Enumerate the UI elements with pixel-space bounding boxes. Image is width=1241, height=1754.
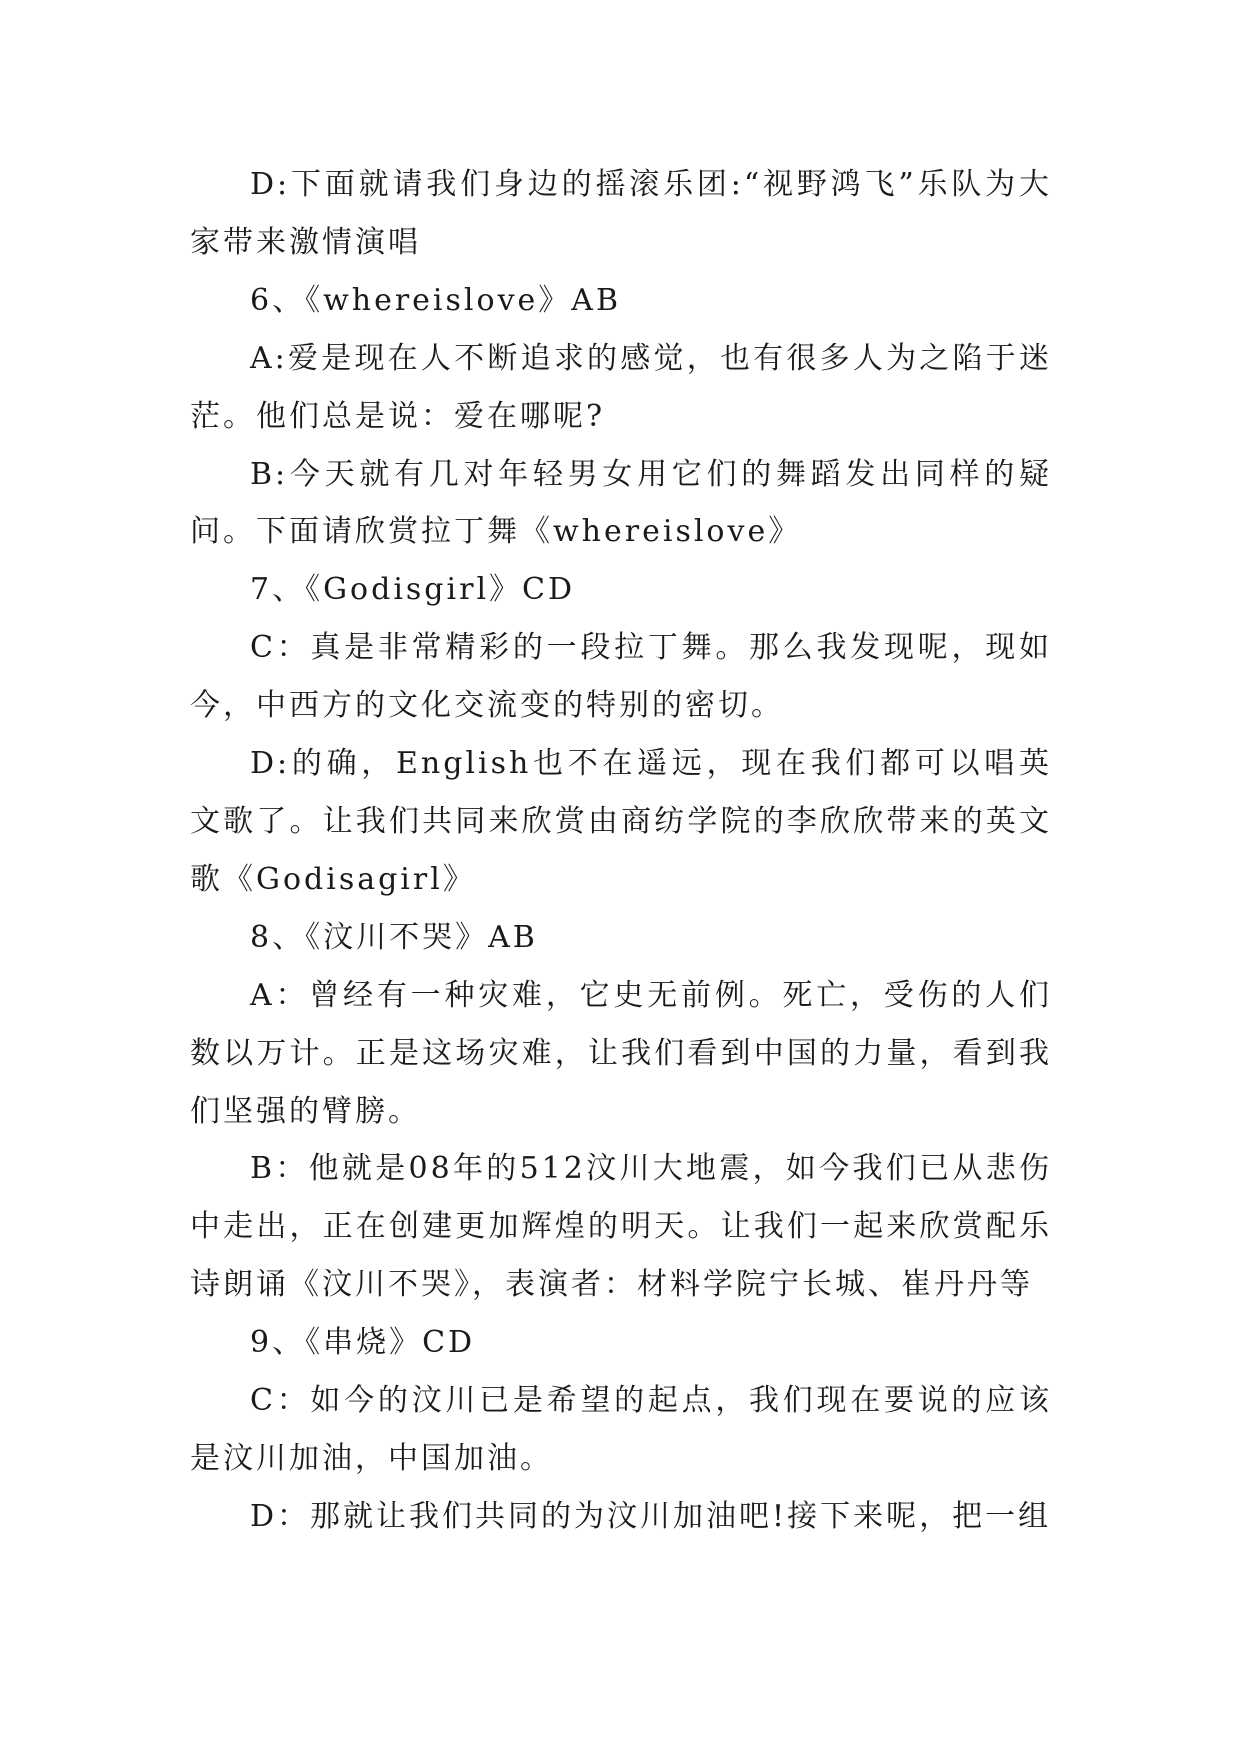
paragraph-host-c-hope: C：如今的汶川已是希望的起点，我们现在要说的应该是汶川加油，中国加油。 — [190, 1383, 1052, 1476]
document-body — [190, 156, 1052, 1546]
paragraph-host-d-english-song: D:的确，English也不在遥远，现在我们都可以唱英文歌了。让我们共同来欣赏由商纺学院的李欣欣带来的英文歌《Godisagirl》 — [190, 746, 1052, 897]
paragraph-host-a-disaster: A：曾经有一种灾难，它史无前例。死亡，受伤的人们数以万计。正是这场灾难，让我们看到中国的力量，看到我们坚强的臂膀。 — [190, 977, 1052, 1129]
program-item-7-heading: 7、《Godisgirl》CD — [250, 572, 576, 608]
paragraph-host-c-culture: C：真是非常精彩的一段拉丁舞。那么我发现呢，现如今，中西方的文化交流变的特别的密切。 — [190, 630, 1052, 724]
program-item-6-heading: 6、《whereislove》AB — [250, 282, 621, 318]
program-item-8-heading: 8、《汶川不哭》AB — [250, 919, 538, 955]
program-item-9-heading: 9、《串烧》CD — [250, 1325, 476, 1361]
paragraph-host-b-latin-dance: B:今天就有几对年轻男女用它们的舞蹈发出同样的疑问。下面请欣赏拉丁舞《whereislove》 — [190, 456, 1052, 550]
paragraph-band-intro: D:下面就请我们身边的摇滚乐团:“视野鸿飞”乐队为大家带来激情演唱 — [190, 167, 1052, 260]
paragraph-host-a-love: A:爱是现在人不断追求的感觉，也有很多人为之陷于迷茫。他们总是说：爱在哪呢? — [190, 340, 1052, 434]
paragraph-host-b-earthquake: B：他就是08年的512汶川大地震，如今我们已从悲伤中走出，正在创建更加辉煌的明天。让我们一起来欣赏配乐诗朗诵《汶川不哭》，表演者：材料学院宁长城、崔丹丹等 — [190, 1151, 1052, 1303]
paragraph-host-d-cheer: D：那就让我们共同的为汶川加油吧!接下来呢，把一组 — [250, 1498, 1052, 1534]
